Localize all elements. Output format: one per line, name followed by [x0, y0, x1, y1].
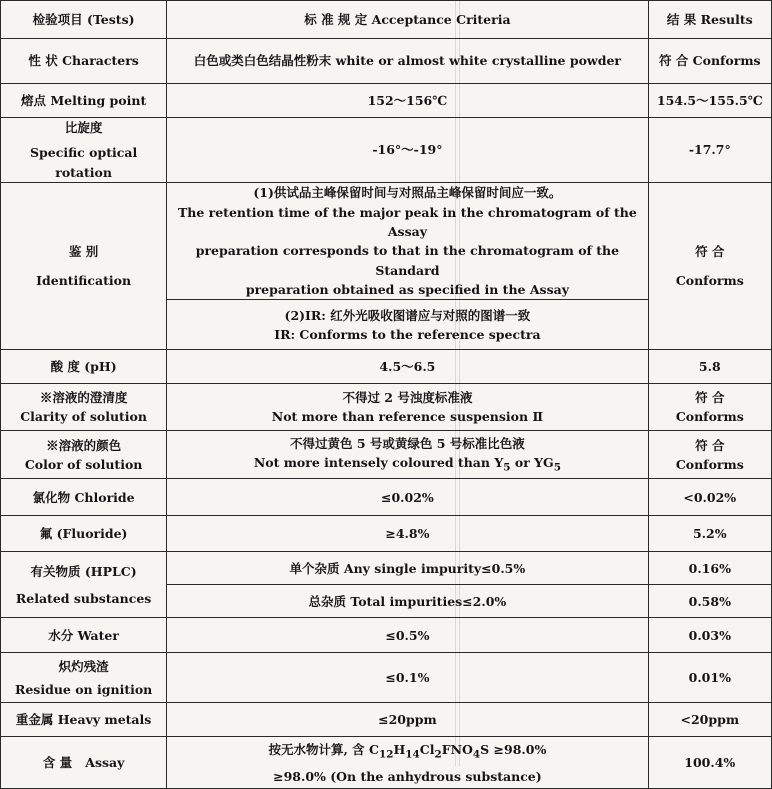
- test-name-cn: 含 量: [42, 755, 73, 771]
- result-cn: 符 合: [695, 437, 725, 453]
- criteria-cell: 白色或类白色结晶性粉末 white or almost white crystalline powder: [167, 39, 648, 84]
- result-cell: [648, 431, 771, 479]
- subscript: 14: [405, 748, 420, 761]
- criteria-en-mid: or YG: [510, 455, 554, 471]
- test-name-cn: 炽灼残渣: [58, 658, 109, 674]
- table-row-related-single: [1, 552, 772, 585]
- test-name: 性 状 Characters: [1, 39, 167, 84]
- table-row-residue: [1, 653, 772, 703]
- table-row-color: [1, 431, 772, 479]
- test-name-cn: 鉴 别: [68, 243, 99, 259]
- criteria-cell: -16°～-19°: [167, 118, 648, 183]
- result-cell: [648, 384, 771, 431]
- result-cell: 符 合 Conforms: [648, 39, 771, 84]
- test-name-en: Specific optical rotation: [30, 145, 138, 180]
- criteria-cn: 不得过黄色 5 号或黄绿色 5 号标准比色液: [289, 435, 525, 451]
- test-name-en: Related substances: [15, 590, 152, 606]
- test-name: 氟 (Fluoride): [1, 516, 167, 552]
- criteria-cell: ≤0.02%: [167, 479, 648, 516]
- test-name: 氯化物 Chloride: [1, 479, 167, 516]
- criteria-line: preparation obtained as specified in the Assay: [245, 282, 569, 297]
- formula-part: Cl: [419, 741, 435, 757]
- header-tests: 检验项目 (Tests): [1, 1, 167, 39]
- test-name: [1, 653, 167, 703]
- criteria-cell-ident-2: [167, 300, 648, 350]
- formula-part: H: [393, 741, 406, 757]
- test-name: [1, 737, 167, 789]
- test-name-en: Identification: [36, 273, 132, 289]
- criteria-en: Not more than reference suspension Ⅱ: [271, 409, 543, 425]
- table-row-assay: [1, 737, 772, 789]
- result-cell: <0.02%: [648, 479, 771, 516]
- criteria-cell: ≤0.5%: [167, 618, 648, 653]
- result-en: Conforms: [675, 273, 744, 289]
- table-row-chloride: [1, 479, 772, 516]
- test-name: [1, 118, 167, 183]
- formula-part: FNO: [441, 741, 473, 757]
- result-cell: 100.4%: [648, 737, 771, 789]
- result-cn: 符 合: [695, 243, 725, 259]
- test-name-en: Residue on ignition: [14, 681, 153, 697]
- result-cell: 0.01%: [648, 653, 771, 703]
- criteria-cn: 不得过 2 号浊度标准液: [342, 390, 473, 405]
- table-row-characters: [1, 39, 772, 84]
- formula-suffix: S ≥98.0%: [480, 741, 547, 757]
- criteria-line: IR: Conforms to the reference spectra: [274, 326, 541, 342]
- criteria-en-prefix: Not more intensely coloured than Y: [253, 455, 504, 471]
- header-results: 结 果 Results: [648, 1, 771, 39]
- result-cn: 符 合: [695, 390, 725, 405]
- criteria-line: (1)供试品主峰保留时间与对照品主峰保留时间应一致。: [253, 185, 562, 201]
- criteria-cell: 4.5～6.5: [167, 350, 648, 384]
- test-name-en: Color of solution: [24, 456, 143, 472]
- result-cell: 0.03%: [648, 618, 771, 653]
- result-cell: 154.5～155.5℃: [648, 84, 771, 118]
- result-cell: 0.16%: [648, 552, 771, 585]
- criteria-en: [171, 453, 643, 476]
- table-row-heavy-metals: [1, 703, 772, 737]
- test-name: [1, 431, 167, 479]
- test-name: 水分 Water: [1, 618, 167, 653]
- table-row-identification: [1, 183, 772, 300]
- result-en: Conforms: [675, 409, 744, 425]
- test-name-cn: 有关物质 (HPLC): [30, 563, 137, 579]
- table-row-water: [1, 618, 772, 653]
- criteria-cell: 总杂质 Total impurities≤2.0%: [167, 585, 648, 618]
- subscript: 12: [378, 748, 394, 761]
- criteria-cell: ≤0.1%: [167, 653, 648, 703]
- test-name-en: Assay: [85, 755, 125, 771]
- result-cell: 0.58%: [648, 585, 771, 618]
- criteria-line: ≥98.0% (On the anhydrous substance): [273, 768, 542, 784]
- result-en: Conforms: [675, 456, 744, 472]
- table-row-optical-rotation: [1, 118, 772, 183]
- subscript: 5: [553, 461, 561, 474]
- table-row-clarity: [1, 384, 772, 431]
- subscript: 5: [503, 461, 511, 474]
- test-name-en: Clarity of solution: [20, 409, 147, 425]
- table-header-row: [1, 1, 772, 39]
- criteria-line: (2)IR: 红外光吸收图谱应与对照的图谱一致: [284, 307, 531, 323]
- criteria-cell: [167, 737, 648, 789]
- test-name: 熔点 Melting point: [1, 84, 167, 118]
- criteria-line: preparation corresponds to that in the chromatogram of the Standard: [195, 243, 620, 278]
- table-row-acidity: [1, 350, 772, 384]
- result-cell: 5.8: [648, 350, 771, 384]
- result-cell: <20ppm: [648, 703, 771, 737]
- criteria-cell: ≥4.8%: [167, 516, 648, 552]
- test-name: [1, 552, 167, 618]
- criteria-formula-line: [171, 740, 643, 763]
- test-name: 重金属 Heavy metals: [1, 703, 167, 737]
- criteria-cell: [167, 384, 648, 431]
- table-row-fluoride: [1, 516, 772, 552]
- header-criteria: 标 准 规 定 Acceptance Criteria: [167, 1, 648, 39]
- criteria-line: The retention time of the major peak in the chromatogram of the Assay: [177, 204, 637, 239]
- test-name-cn: 比旋度: [64, 120, 103, 135]
- test-name-cn: ※溶液的颜色: [46, 437, 122, 453]
- table-row-melting-point: [1, 84, 772, 118]
- formula-prefix: 按无水物计算, 含 C: [268, 741, 379, 757]
- test-name: [1, 183, 167, 350]
- test-name-cn: ※溶液的澄清度: [39, 390, 128, 405]
- subscript: 2: [434, 748, 442, 761]
- criteria-cell: 152～156℃: [167, 84, 648, 118]
- result-cell: 5.2%: [648, 516, 771, 552]
- test-name: 酸 度 (pH): [1, 350, 167, 384]
- test-name: [1, 384, 167, 431]
- criteria-cell: 单个杂质 Any single impurity≤0.5%: [167, 552, 648, 585]
- criteria-cell: [167, 431, 648, 479]
- result-cell: -17.7°: [648, 118, 771, 183]
- subscript: 4: [472, 748, 481, 761]
- criteria-cell-ident-1: [167, 183, 648, 300]
- criteria-cell: ≤20ppm: [167, 703, 648, 737]
- result-cell: [648, 183, 771, 350]
